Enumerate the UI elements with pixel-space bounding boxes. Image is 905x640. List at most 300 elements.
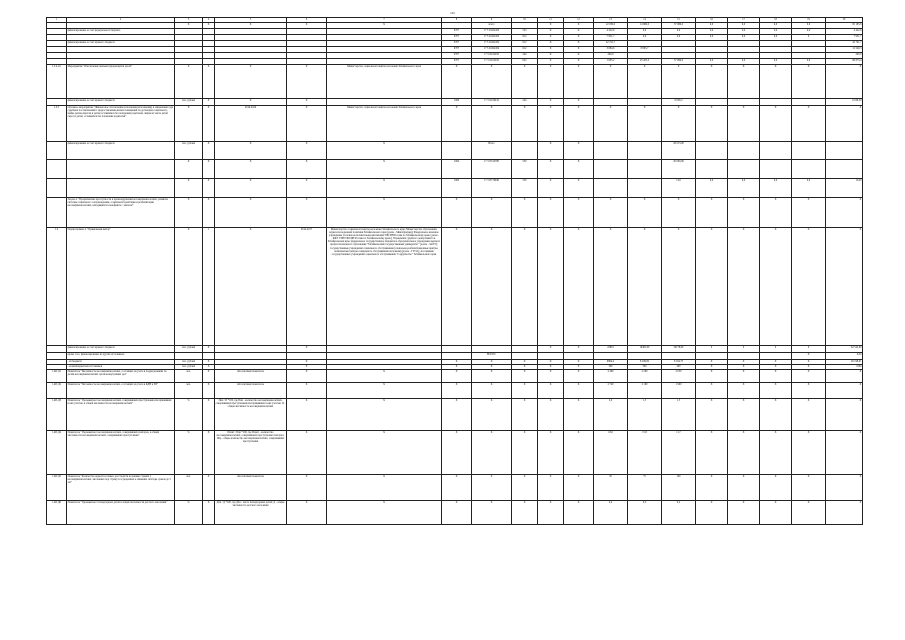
- table-cell: 1,5: [628, 399, 662, 431]
- table-cell: X: [564, 99, 594, 106]
- table-cell: Пнп / П *100, где Пнп - количество несовершеннолетних, совершивших преступления или принявших в них участие; П - общая численность несовершеннолетних: [215, 399, 287, 431]
- table-cell: 1.3.4.10.: [47, 65, 67, 99]
- table-cell: X: [538, 59, 564, 65]
- column-number: 2: [67, 18, 175, 23]
- table-cell: 2,0: [594, 399, 628, 431]
- table-cell: 12 549,3: [826, 47, 863, 53]
- table-row: [47, 475, 863, 501]
- table-cell: X: [203, 475, 215, 501]
- table-cell: [47, 99, 67, 106]
- table-cell: 13,0: [662, 179, 696, 198]
- table-cell: 1: [203, 228, 215, 346]
- table-cell: X: [564, 53, 594, 59]
- table-cell: 1.4П.Д5: [47, 475, 67, 501]
- table-cell: X: [564, 370, 594, 383]
- table-row: [47, 370, 863, 383]
- table-cell: X: [215, 65, 287, 99]
- table-cell: X: [564, 383, 594, 399]
- table-cell: X: [696, 365, 728, 370]
- table-cell: X: [203, 160, 215, 179]
- table-cell: всего: [472, 23, 512, 29]
- table-cell: X: [792, 475, 826, 501]
- table-cell: 42 741,7: [594, 41, 628, 47]
- table-cell: X: [760, 383, 792, 399]
- table-cell: 0,0: [792, 23, 826, 29]
- table-cell: 0,0: [696, 35, 728, 41]
- table-cell: X: [564, 47, 594, 53]
- table-cell: X: [512, 65, 538, 99]
- table-cell: X: [538, 41, 564, 47]
- table-cell: 17 3 04 R2452: [472, 29, 512, 35]
- table-cell: X: [215, 142, 287, 160]
- table-cell: X: [203, 365, 215, 370]
- table-cell: X: [203, 360, 215, 365]
- table-cell: X: [512, 360, 538, 365]
- table-cell: X: [696, 399, 728, 431]
- table-cell: 300: [594, 365, 628, 370]
- table-cell: 17 3 04 R2452: [472, 41, 512, 47]
- table-body: [47, 18, 863, 525]
- table-cell: X: [792, 370, 826, 383]
- table-cell: X: [564, 142, 594, 160]
- table-cell: X: [538, 346, 564, 353]
- table-cell: 2 490: [594, 370, 628, 383]
- table-cell: [47, 198, 67, 228]
- table-row: [47, 399, 863, 431]
- table-cell: X: [826, 106, 863, 142]
- column-number: 13: [594, 18, 628, 23]
- table-cell: 1,5: [662, 399, 696, 431]
- table-cell: X: [594, 65, 628, 99]
- table-cell: X: [472, 65, 512, 99]
- table-cell: X: [287, 370, 327, 383]
- table-cell: X: [728, 370, 760, 383]
- table-cell: 0,0: [662, 35, 696, 41]
- table-cell: Всего: [472, 142, 512, 160]
- table-cell: 1.4П.Д3: [47, 399, 67, 431]
- table-cell: X: [792, 431, 826, 475]
- table-cell: X: [287, 360, 327, 365]
- table-cell: 20 000,00: [662, 160, 696, 179]
- table-cell: 0,0: [696, 59, 728, 65]
- table-cell: X: [728, 228, 760, 346]
- table-row: [47, 65, 863, 99]
- table-cell: [512, 142, 538, 160]
- table-cell: 17 3 04 06410: [472, 99, 512, 106]
- table-cell: [47, 353, 67, 360]
- column-number: 11: [538, 18, 564, 23]
- table-cell: X: [564, 365, 594, 370]
- table-cell: X: [696, 198, 728, 228]
- table-cell: 0707: [442, 47, 472, 53]
- table-cell: Министерство социальной защиты населения Забайкальского края: [327, 65, 442, 99]
- table-cell: [628, 179, 662, 198]
- table-cell: 2016-2020: [215, 106, 287, 142]
- table-cell: X: [203, 65, 215, 99]
- table-cell: X: [203, 346, 215, 353]
- table-cell: X: [538, 23, 564, 29]
- table-cell: [564, 353, 594, 360]
- column-number: 12: [564, 18, 594, 23]
- table-cell: [792, 160, 826, 179]
- table-cell: [696, 353, 728, 360]
- table-cell: 0707: [442, 53, 472, 59]
- table-cell: X: [442, 228, 472, 346]
- table-cell: 0,0: [628, 35, 662, 41]
- table-cell: 0,0: [628, 29, 662, 35]
- table-cell: 42 741,7: [826, 41, 863, 47]
- table-cell: Показатель "Численность несовершеннолетних, состоящих на учете в подразделениях по делам несовершеннолетних органов внутренних дел": [67, 370, 175, 383]
- table-cell: [696, 142, 728, 160]
- table-cell: 2 050: [662, 370, 696, 383]
- table-cell: 13,00: [826, 179, 863, 198]
- table-cell: X: [760, 365, 792, 370]
- table-cell: X: [760, 65, 792, 99]
- table-cell: 0,0: [696, 179, 728, 198]
- table-cell: 1 805,2: [594, 59, 628, 65]
- table-cell: [594, 179, 628, 198]
- table-cell: X: [564, 106, 594, 142]
- table-cell: [826, 160, 863, 179]
- table-cell: X: [472, 399, 512, 431]
- table-cell: X: [538, 47, 564, 53]
- table-cell: 20178,00: [662, 346, 696, 353]
- table-cell: X: [538, 53, 564, 59]
- table-cell: [442, 353, 472, 360]
- table-cell: 0,0: [662, 29, 696, 35]
- table-cell: X: [760, 370, 792, 383]
- table-cell: X: [538, 29, 564, 35]
- table-cell: 0707: [442, 41, 472, 47]
- table-cell: X: [792, 383, 826, 399]
- table-cell: [760, 142, 792, 160]
- table-cell: X: [728, 383, 760, 399]
- table-cell: - из бюджета: [67, 360, 175, 365]
- table-cell: финансирование за счет краевого бюджета: [67, 41, 175, 47]
- table-cell: X: [512, 399, 538, 431]
- table-cell: X: [215, 198, 287, 228]
- column-number: 6: [287, 18, 327, 23]
- table-cell: 11,7: [662, 431, 696, 475]
- table-cell: X: [538, 501, 564, 525]
- table-cell: [760, 160, 792, 179]
- table-row: [47, 383, 863, 399]
- table-cell: X: [538, 35, 564, 41]
- table-cell: Подпрограмма 4. "Правильный выбор": [67, 228, 175, 346]
- table-cell: X: [287, 142, 327, 160]
- table-cell: 7 951,7: [594, 35, 628, 41]
- table-cell: 8 164,75: [662, 360, 696, 365]
- table-cell: X: [696, 370, 728, 383]
- table-row: [47, 179, 863, 198]
- table-cell: X: [215, 23, 287, 29]
- table-cell: X: [696, 65, 728, 99]
- table-cell: 612: [512, 41, 538, 47]
- table-cell: X: [472, 365, 512, 370]
- table-cell: X: [662, 198, 696, 228]
- table-row: [47, 346, 863, 353]
- table-cell: X: [696, 501, 728, 525]
- table-cell: X: [512, 370, 538, 383]
- table-cell: 1.4П.Д1: [47, 370, 67, 383]
- table-cell: 0,0: [728, 23, 760, 29]
- column-number: 20: [826, 18, 863, 23]
- table-cell: X: [472, 106, 512, 142]
- table-cell: тыс. рублей: [175, 360, 203, 365]
- table-cell: X: [287, 383, 327, 399]
- table-cell: X: [760, 475, 792, 501]
- table-cell: 22881: [594, 346, 628, 353]
- table-cell: X: [564, 360, 594, 365]
- table-cell: [594, 160, 628, 179]
- table-cell: X: [175, 106, 203, 142]
- table-cell: X: [287, 23, 327, 29]
- table-cell: X: [564, 35, 594, 41]
- table-cell: X: [564, 501, 594, 525]
- table-cell: X: [564, 475, 594, 501]
- table-cell: - из внебюджетных источников: [67, 365, 175, 370]
- table-cell: [327, 353, 442, 360]
- table-cell: X: [696, 360, 728, 365]
- table-cell: X: [696, 431, 728, 475]
- table-cell: тыс. рублей: [175, 99, 203, 106]
- table-cell: X: [792, 399, 826, 431]
- table-cell: X: [442, 501, 472, 525]
- table-cell: 1.4П.Д2: [47, 383, 67, 399]
- table-cell: X: [215, 160, 287, 179]
- table-cell: X: [728, 399, 760, 431]
- table-cell: [594, 353, 628, 360]
- table-cell: 8 865,7: [628, 47, 662, 53]
- table-cell: 0,0: [728, 179, 760, 198]
- table-cell: X: [287, 399, 327, 431]
- table-cell: [47, 142, 67, 160]
- table-cell: %: [175, 431, 203, 475]
- table-cell: X: [472, 228, 512, 346]
- table-cell: X: [538, 106, 564, 142]
- table-cell: Мероприятие "Обеспечение жильем нуждающихся детей": [67, 65, 175, 99]
- table-cell: 9864,4: [594, 360, 628, 365]
- table-row: [47, 228, 863, 346]
- table-cell: X: [538, 365, 564, 370]
- table-cell: 37 069,0: [662, 59, 696, 65]
- table-cell: X: [512, 501, 538, 525]
- table-cell: X: [472, 360, 512, 365]
- table-cell: X: [175, 160, 203, 179]
- table-cell: X: [327, 399, 442, 431]
- table-cell: 1004: [442, 160, 472, 179]
- table-cell: 0,0: [792, 59, 826, 65]
- table-cell: 6 036,3: [662, 99, 696, 106]
- table-cell: 1000: [826, 365, 863, 370]
- table-cell: X: [662, 65, 696, 99]
- table-cell: 2 280: [628, 370, 662, 383]
- table-cell: X: [203, 501, 215, 525]
- table-cell: 17 3 05 04780: [472, 160, 512, 179]
- table-cell: 0,0: [760, 35, 792, 41]
- table-cell: 25 205,3: [628, 59, 662, 65]
- table-cell: [327, 346, 442, 353]
- table-cell: Министерство социальной защиты населения Забайкальского края; Министерство образования, науки и молодежной политики Забайкальского края (далее - Минобрнауки); Федеральное казенное учреждение уголовно-исполнительная инспекция УФСИН России по Забайкальскому краю (далее - ФКУ УИИ УФСИН России по Забайкальскому краю); Управление судебного департамента в Забайкальском крае; федеральное государственное бюджетное образовательное учреждение высшего профессионального образования "Забайкальский государственный университет" (далее - ЗабГУ); государственные учреждения социального обслуживания (социально-реабилитационные центры, комплексные центры социального обслуживания населения) (далее - ГУСО); Ассоциация государственных учреждений социального обслуживания "Содружество" Забайкальского края: [327, 228, 442, 346]
- table-cell: X: [662, 228, 696, 346]
- table-cell: 0,0: [760, 23, 792, 29]
- table-cell: X: [442, 431, 472, 475]
- table-cell: X: [538, 399, 564, 431]
- table-cell: 0,0: [728, 35, 760, 41]
- table-cell: X: [696, 475, 728, 501]
- table-cell: X: [175, 179, 203, 198]
- table-cell: X: [564, 198, 594, 228]
- table-cell: 0,0: [728, 59, 760, 65]
- table-cell: 20 013,00: [662, 142, 696, 160]
- table-cell: X: [442, 475, 472, 501]
- table-cell: 0,3: [628, 501, 662, 525]
- table-cell: 50: [594, 475, 628, 501]
- table-cell: X: [287, 179, 327, 198]
- column-number: 7: [327, 18, 442, 23]
- table-cell: тыс. рублей: [175, 142, 203, 160]
- table-cell: [175, 353, 203, 360]
- table-cell: [696, 99, 728, 106]
- table-cell: [203, 353, 215, 360]
- table-cell: X: [472, 383, 512, 399]
- table-row: [47, 142, 863, 160]
- table-cell: X: [512, 475, 538, 501]
- table-row: [47, 160, 863, 179]
- table-cell: 0,00: [826, 353, 863, 360]
- table-cell: [826, 142, 863, 160]
- table-cell: 612: [512, 47, 538, 53]
- table-cell: X: [538, 160, 564, 179]
- table-cell: [512, 353, 538, 360]
- column-number: 3: [175, 18, 203, 23]
- table-cell: X: [826, 383, 863, 399]
- table-cell: 1.4П.Д6: [47, 501, 67, 525]
- table-cell: Показатель "Удельный вес несовершеннолетних, совершивших повторно, в общей численности несовершеннолетних, совершивших преступления": [67, 431, 175, 475]
- table-cell: [67, 160, 175, 179]
- table-row: [47, 198, 863, 228]
- table-cell: 0: [728, 346, 760, 353]
- table-cell: 1004: [442, 179, 472, 198]
- table-cell: X: [760, 360, 792, 365]
- table-cell: [47, 179, 67, 198]
- table-cell: X: [512, 106, 538, 142]
- column-number: 5: [215, 18, 287, 23]
- table-cell: 0: [696, 346, 728, 353]
- table-row: [47, 99, 863, 106]
- table-cell: X: [792, 360, 826, 365]
- table-cell: 22 030,0: [594, 23, 628, 29]
- table-cell: X: [442, 106, 472, 142]
- table-cell: [67, 179, 175, 198]
- table-cell: X: [442, 365, 472, 370]
- table-cell: [538, 353, 564, 360]
- budget-table: [46, 17, 863, 525]
- table-cell: X: [564, 346, 594, 353]
- table-cell: X: [442, 370, 472, 383]
- table-cell: X: [203, 99, 215, 106]
- table-cell: X: [538, 431, 564, 475]
- table-cell: X: [760, 228, 792, 346]
- table-cell: X: [728, 198, 760, 228]
- table-cell: X: [203, 399, 215, 431]
- table-cell: X: [327, 431, 442, 475]
- table-cell: X: [760, 106, 792, 142]
- table-cell: X: [826, 431, 863, 475]
- table-cell: Основное мероприятие "Финансовое обеспечение исполнения (исполнения) и завершения суда судебных постановлений о предоставлении жилых помещений по договорам социального найма детям-сиротам и детям оставшимся без попечения родителей, лицам из числа детей сирот и детей, оставшихся без попечения родителей": [67, 106, 175, 142]
- table-cell: X: [215, 99, 287, 106]
- table-cell: [327, 99, 442, 106]
- table-cell: 1.4: [47, 228, 67, 346]
- table-cell: 0707: [442, 35, 472, 41]
- table-cell: X: [792, 353, 826, 360]
- table-cell: 2014-2017: [287, 228, 327, 346]
- table-cell: X: [203, 106, 215, 142]
- column-number: 15: [662, 18, 696, 23]
- table-cell: 95 185,8: [826, 23, 863, 29]
- column-number: 19: [792, 18, 826, 23]
- table-cell: X: [564, 23, 594, 29]
- table-cell: 1.4П.Д4: [47, 431, 67, 475]
- table-cell: X: [564, 41, 594, 47]
- table-cell: X: [696, 106, 728, 142]
- table-cell: X: [538, 142, 564, 160]
- table-cell: [628, 353, 662, 360]
- table-cell: [696, 160, 728, 179]
- table-cell: 17 3 05 79940: [472, 179, 512, 198]
- table-cell: 244: [512, 53, 538, 59]
- page-number: 101: [450, 11, 455, 15]
- table-cell: 530: [512, 179, 538, 198]
- table-cell: X: [175, 23, 203, 29]
- table-cell: 0,0: [728, 29, 760, 35]
- table-cell: X: [594, 228, 628, 346]
- table-cell: 200,0: [826, 53, 863, 59]
- table-cell: X: [564, 59, 594, 65]
- table-cell: 15,8: [628, 431, 662, 475]
- table-cell: X: [175, 198, 203, 228]
- table-cell: [215, 346, 287, 353]
- table-cell: Абсолютный показатель: [215, 370, 287, 383]
- table-cell: 400: [662, 365, 696, 370]
- table-row: [47, 106, 863, 142]
- table-cell: [760, 353, 792, 360]
- table-cell: Абсолютный показатель: [215, 475, 287, 501]
- table-cell: 1006: [442, 99, 472, 106]
- table-cell: X: [287, 346, 327, 353]
- table-row: [47, 501, 863, 525]
- table-cell: X: [538, 179, 564, 198]
- table-cell: X: [203, 370, 215, 383]
- table-cell: X: [538, 65, 564, 99]
- table-cell: X: [287, 198, 327, 228]
- table-cell: X: [512, 383, 538, 399]
- table-cell: Абсолютный показатель: [215, 383, 287, 399]
- table-cell: X: [538, 370, 564, 383]
- table-cell: [442, 346, 472, 353]
- table-cell: [287, 353, 327, 360]
- table-cell: 6 036,30: [826, 99, 863, 106]
- table-cell: X: [564, 228, 594, 346]
- table-cell: [47, 160, 67, 179]
- table-cell: X: [287, 99, 327, 106]
- table-cell: X: [728, 475, 760, 501]
- table-cell: [728, 142, 760, 160]
- column-number: 18: [760, 18, 792, 23]
- table-cell: 2 190: [628, 383, 662, 399]
- table-cell: 530: [512, 160, 538, 179]
- table-cell: [662, 353, 696, 360]
